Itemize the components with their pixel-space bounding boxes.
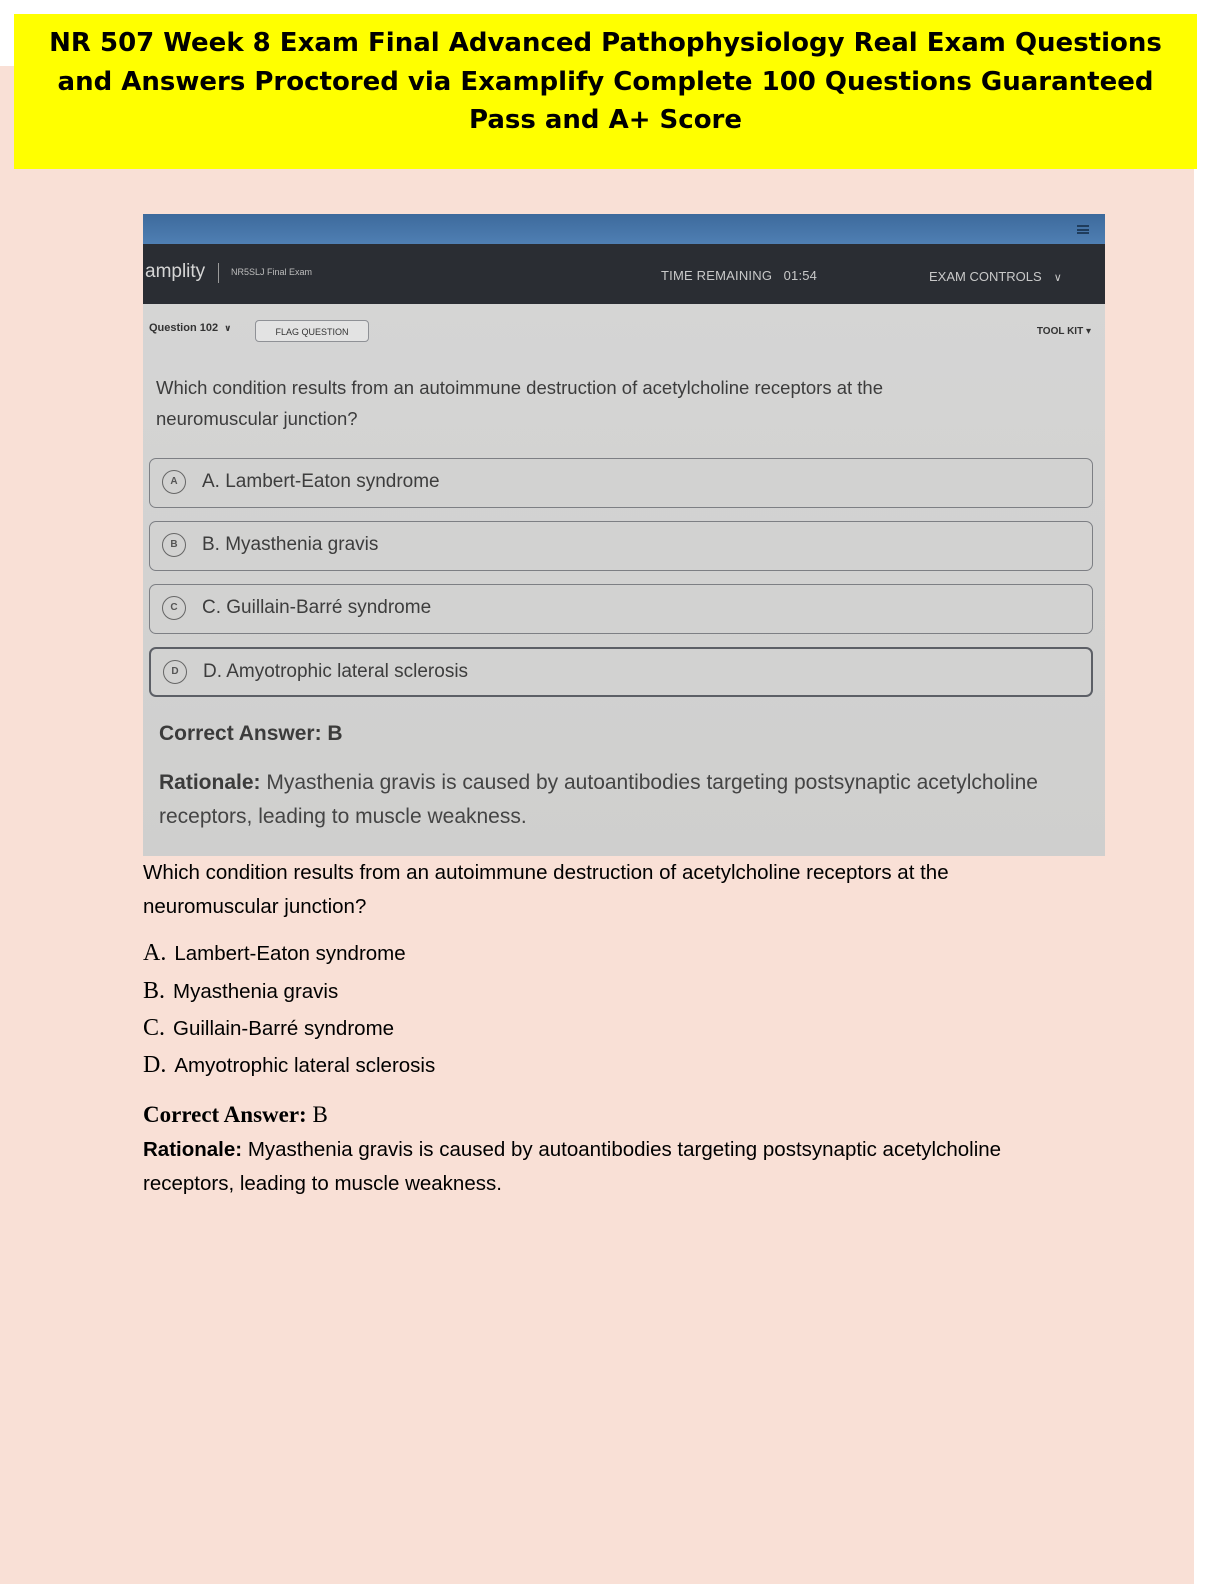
transcript-option-letter: C. <box>143 1015 166 1041</box>
time-remaining <box>661 268 817 283</box>
flag-question-button[interactable]: FLAG QUESTION <box>255 320 369 342</box>
option-text-c: C. Guillain-Barré syndrome <box>202 597 432 618</box>
option-badge-d: D <box>163 660 187 684</box>
transcript-option-letter: D. <box>143 1052 167 1078</box>
question-selector-label: Question 102 <box>149 322 219 334</box>
transcript-option-b <box>143 978 338 1005</box>
transcript-option-letter: A. <box>143 940 167 966</box>
option-badge-c: C <box>162 596 186 620</box>
option-badge-a: A <box>162 470 186 494</box>
transcript-rationale-label: Rationale: <box>143 1138 243 1161</box>
option-text-d: D. Amyotrophic lateral sclerosis <box>203 661 469 682</box>
transcript-option-text: Amyotrophic lateral sclerosis <box>174 1054 436 1077</box>
transcript-option-text: Guillain-Barré syndrome <box>173 1017 395 1040</box>
examplify-header <box>143 244 1105 304</box>
answer-option-a[interactable] <box>149 458 1093 508</box>
rationale <box>159 766 1059 834</box>
title-banner <box>14 14 1197 169</box>
menu-icon <box>1077 225 1089 234</box>
exam-name: NR5SLJ Final Exam <box>231 267 313 277</box>
answer-option-c[interactable] <box>149 584 1093 634</box>
transcript-correct-answer <box>143 1102 328 1128</box>
option-text-b: B. Myasthenia gravis <box>202 534 379 555</box>
browser-top-bar <box>143 214 1105 244</box>
transcript-option-c <box>143 1015 394 1042</box>
chevron-down-icon: ∨ <box>224 323 232 333</box>
time-remaining-label: TIME REMAINING <box>661 268 773 283</box>
exam-screenshot <box>143 214 1105 856</box>
correct-answer: Correct Answer: B <box>159 722 343 745</box>
transcript-correct-answer-value: B <box>312 1102 328 1127</box>
answer-option-b[interactable] <box>149 521 1093 571</box>
brand-separator <box>218 263 219 283</box>
chevron-down-icon: ∨ <box>1053 272 1062 284</box>
brand-logo: amplity <box>145 261 206 282</box>
question-text: Which condition results from an autoimmune destruction of acetylcholine receptors at the neuromuscular junction? <box>156 377 884 429</box>
document-title: NR 507 Week 8 Exam Final Advanced Pathophysiology Real Exam Questions and Answers Proctored via Examplify Complete 100 Questions Guaranteed Pass and A+ Score <box>49 28 1162 135</box>
time-remaining-value: 01:54 <box>783 268 818 283</box>
answer-option-d[interactable] <box>149 647 1093 697</box>
option-text-a: A. Lambert-Eaton syndrome <box>202 471 440 492</box>
tool-kit-label: TOOL KIT <box>1036 326 1084 337</box>
exam-controls-button[interactable] <box>929 269 1062 284</box>
tool-kit-button[interactable]: TOOL KIT ▾ <box>1036 326 1091 337</box>
exam-controls-label: EXAM CONTROLS <box>929 269 1042 284</box>
transcript-option-text: Lambert-Eaton syndrome <box>174 942 406 965</box>
rationale-label: Rationale: <box>159 771 261 794</box>
transcript-correct-answer-label: Correct Answer: <box>143 1102 307 1127</box>
transcript-rationale <box>143 1133 1073 1201</box>
transcript-option-a <box>143 940 406 967</box>
transcript-question: Which condition results from an autoimmune destruction of acetylcholine receptors at the neuromuscular junction? <box>143 861 949 918</box>
transcript-option-text: Myasthenia gravis <box>173 980 339 1003</box>
option-badge-b: B <box>162 533 186 557</box>
transcript-option-letter: B. <box>143 978 166 1004</box>
question-selector[interactable] <box>149 322 231 334</box>
transcript-option-d <box>143 1052 435 1079</box>
rationale-text: Myasthenia gravis is caused by autoantibodies targeting postsynaptic acetylcholine receptors, leading to muscle weakness. <box>159 771 1038 828</box>
transcript-rationale-text: Myasthenia gravis is caused by autoantibodies targeting postsynaptic acetylcholine receptors, leading to muscle weakness. <box>143 1138 1002 1195</box>
